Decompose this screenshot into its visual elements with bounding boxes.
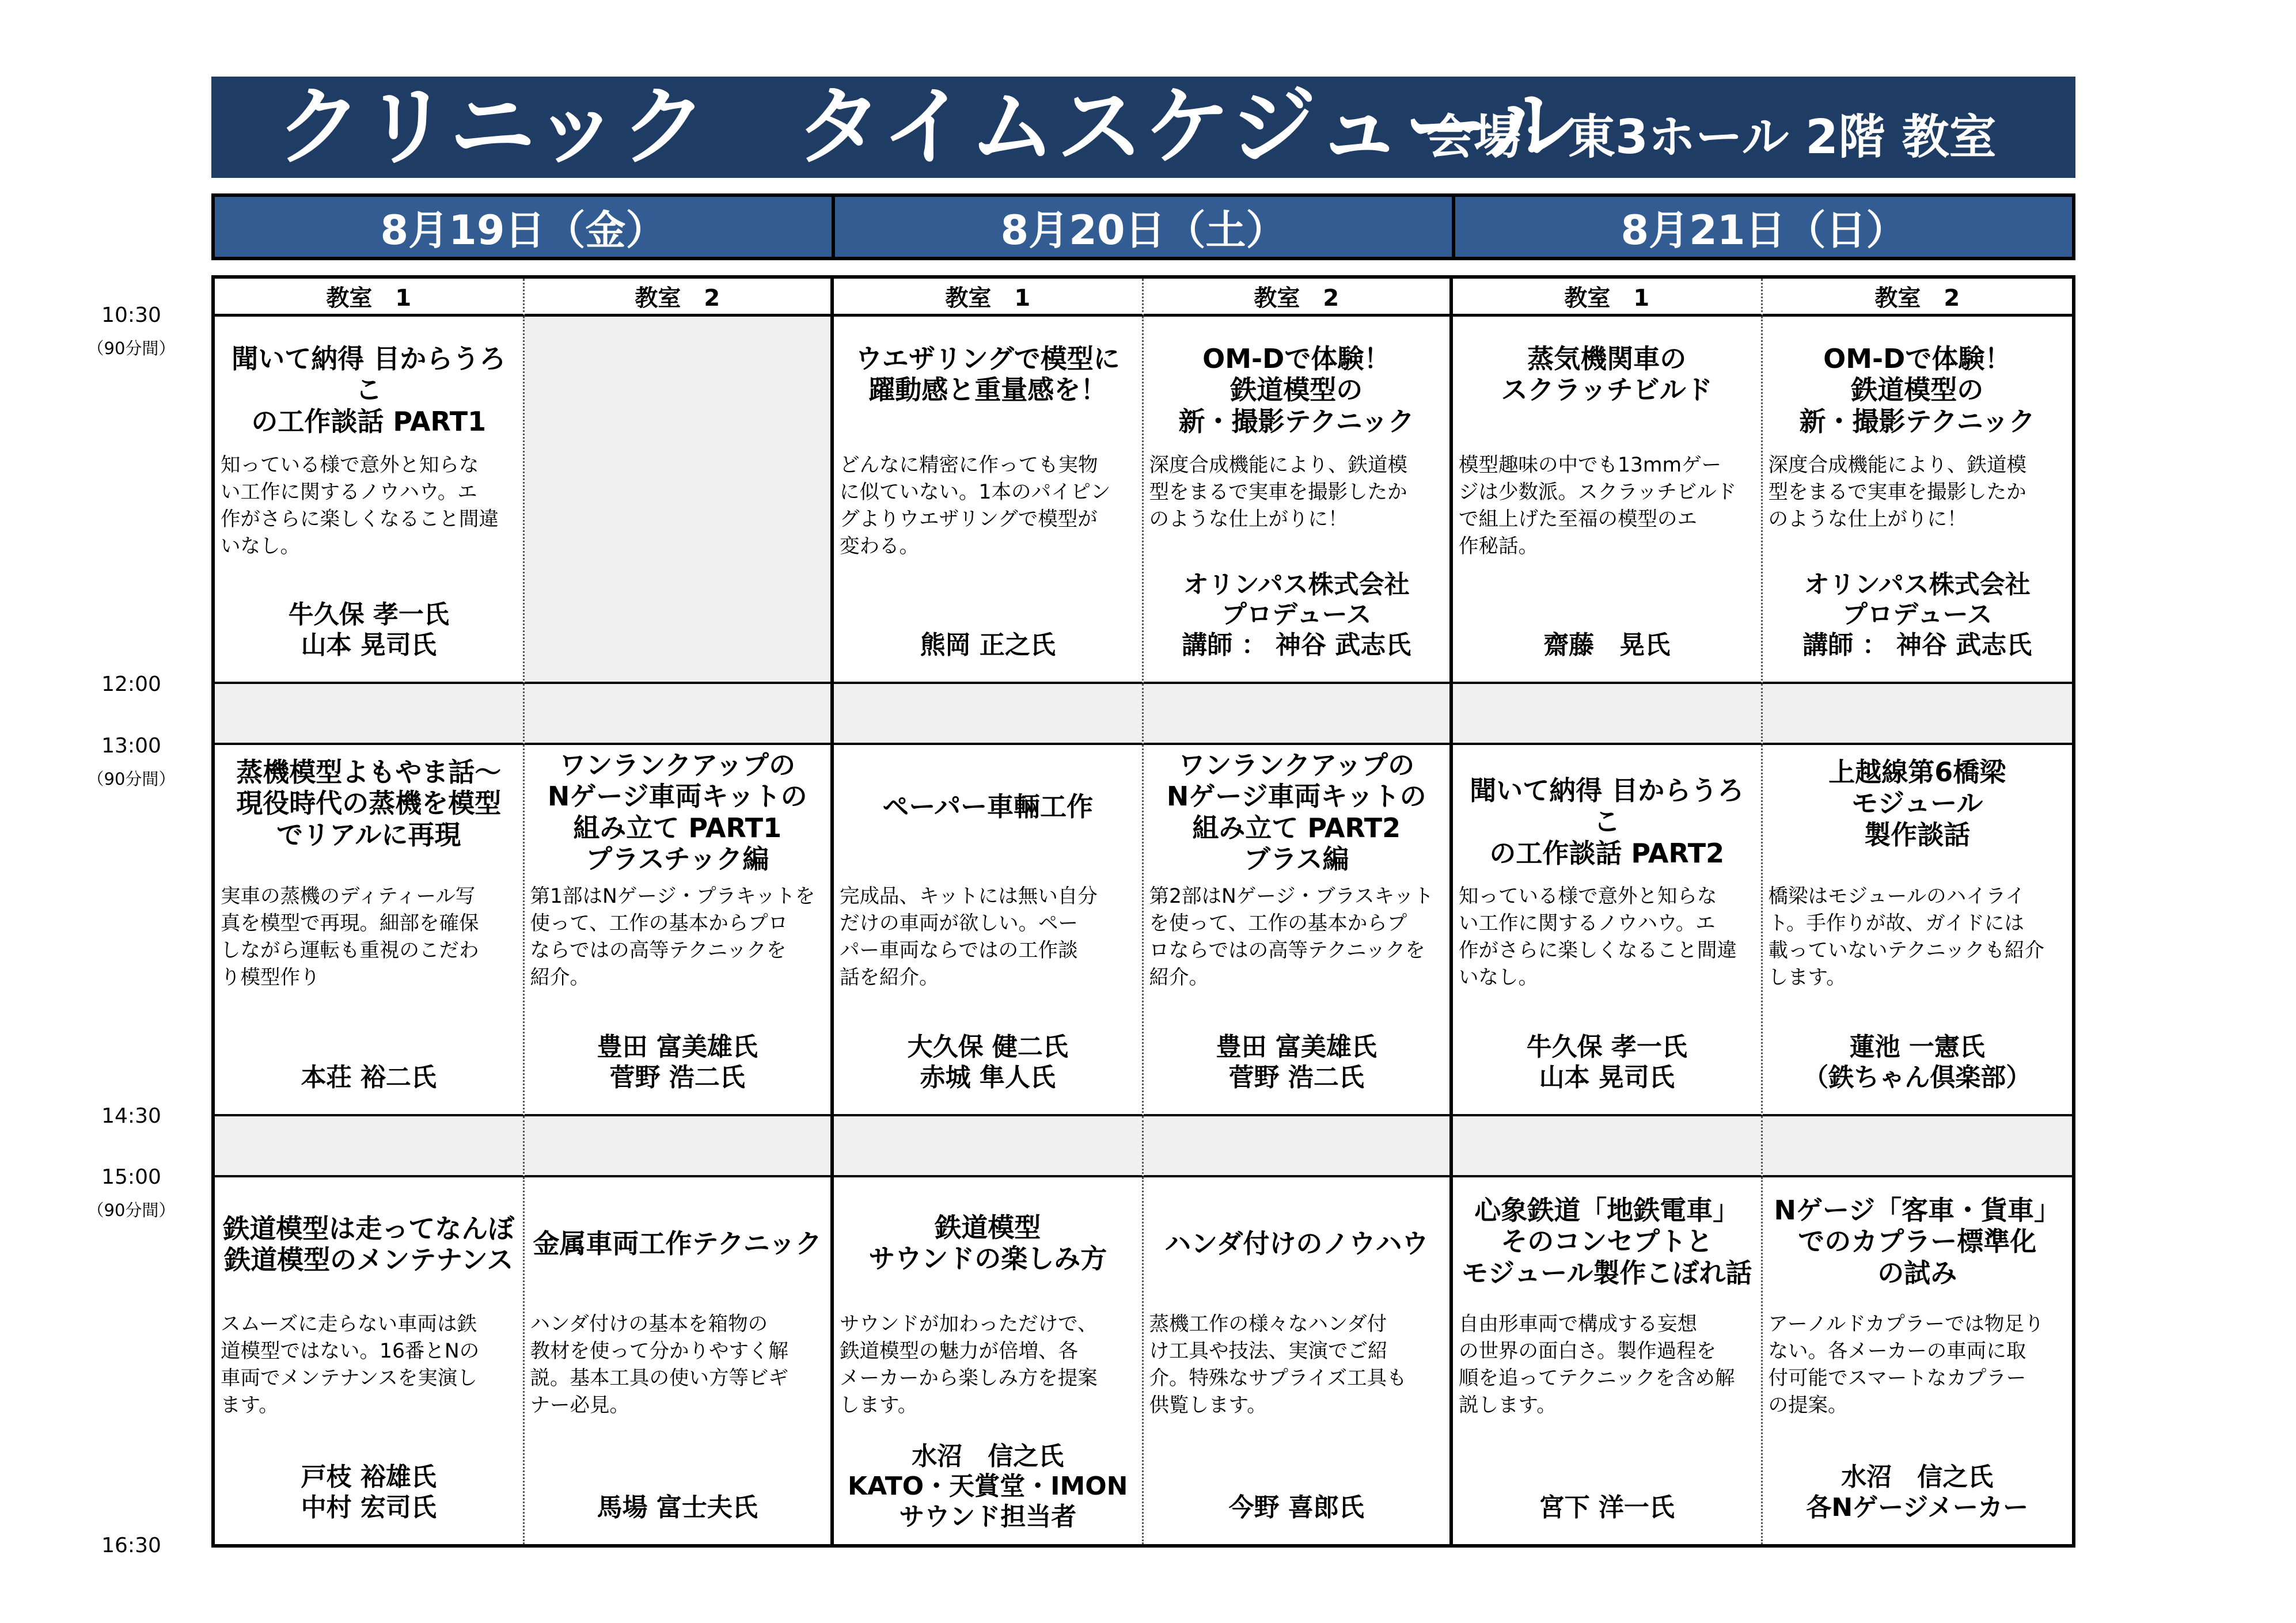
session-title: 蒸機模型よもやま話～ 現役時代の蒸機を模型 でリアルに再現 <box>236 757 502 850</box>
session-speaker: 大久保 健二氏 赤城 隼人氏 <box>907 1032 1068 1093</box>
session-title: 聞いて納得 目からうろこ の工作談話 PART2 <box>1470 775 1744 869</box>
session-speaker: 今野 喜郎氏 <box>1228 1493 1364 1523</box>
session-title: Nゲージ「客車・貨車」 でのカプラー標準化 の試み <box>1774 1195 2061 1288</box>
venue-label: 会場：東3ホール 2階 教室 <box>1426 110 1997 165</box>
session-description: どんなに精密に作っても実物 に似ていない。1本のパイピン グよりウエザリングで模型が 変わる。 <box>840 454 1111 558</box>
session-speaker: オリンパス株式会社 プロデュース 講師 ： 神谷 武志氏 <box>1182 569 1411 660</box>
session-cell <box>1144 745 1453 1116</box>
session-cell <box>834 745 1144 1116</box>
session-title: 聞いて納得 目からうろこ の工作談話 PART1 <box>232 343 506 437</box>
session-cell <box>1144 317 1453 684</box>
time-label-1030: 10:30 <box>101 303 161 327</box>
duration-label: （90分間） <box>87 1200 176 1220</box>
break-cell <box>1763 1116 2073 1177</box>
schedule-table <box>211 275 2075 1548</box>
session-cell-empty <box>525 317 834 684</box>
session-cell <box>215 745 525 1116</box>
session-description: 第2部はNゲージ・ブラスキット を使って、工作の基本からプ ロならではの高等テクニックを 紹介。 <box>1149 885 1434 989</box>
session-speaker: 豊田 富美雄氏 菅野 浩二氏 <box>597 1032 758 1093</box>
break-cell <box>834 1116 1144 1177</box>
session-description: アーノルドカプラーでは物足り ない。各メーカーの車両に取 付可能でスマートなカプラー の提案。 <box>1768 1313 2044 1417</box>
session-description: 橋梁はモジュールのハイライ ト。手作りが故、ガイドには 載っていないテクニックも紹介 します。 <box>1768 885 2045 989</box>
session-cell <box>834 1177 1144 1544</box>
time-label-1500: 15:00 <box>101 1165 161 1189</box>
day-header-row <box>211 193 2075 260</box>
room-header: 教室 2 <box>1144 279 1453 317</box>
session-speaker: 熊岡 正之氏 <box>920 630 1056 660</box>
session-speaker: 豊田 富美雄氏 菅野 浩二氏 <box>1216 1032 1377 1093</box>
session-description: 実車の蒸機のディティール写 真を模型で再現。細部を確保 しながら運転も重視のこだわ り模型作り <box>221 885 479 989</box>
room-header: 教室 2 <box>1763 279 2073 317</box>
session-title: ペーパー車輛工作 <box>882 791 1094 822</box>
session-title: OM-Dで体験！ 鉄道模型の 新・撮影テクニック <box>1799 343 2035 437</box>
day-header-aug19: 8月19日（金） <box>215 197 835 257</box>
day-header-aug21: 8月21日（日） <box>1621 206 1907 254</box>
time-label-1300: 13:00 <box>101 734 161 758</box>
room-header: 教室 1 <box>215 279 525 317</box>
time-label-1430: 14:30 <box>101 1104 161 1128</box>
room-header: 教室 1 <box>834 279 1144 317</box>
session-cell <box>525 1177 834 1544</box>
time-label-1630: 16:30 <box>101 1534 161 1557</box>
break-cell <box>1453 1116 1763 1177</box>
day-header-aug20: 8月20日（土） <box>835 197 1455 257</box>
session-speaker: 水沼 信之氏 KATO・天賞堂・IMON サウンド担当者 <box>847 1441 1128 1532</box>
session-speaker: 齋藤 晃氏 <box>1543 630 1671 660</box>
session-description: サウンドが加わっただけで、 鉄道模型の魅力が倍増、各 メーカーから楽しみ方を提案 します。 <box>840 1313 1098 1417</box>
session-title: 鉄道模型 サウンドの楽しみ方 <box>868 1212 1107 1275</box>
session-cell <box>1763 745 2073 1116</box>
session-description: 自由形車両で構成する妄想 の世界の面白さ。製作過程を 順を追ってテクニックを含め解 説します。 <box>1459 1313 1735 1417</box>
session-title: 上越線第6橋梁 モジュール 製作談話 <box>1828 757 2006 850</box>
session-speaker: 本荘 裕二氏 <box>301 1063 437 1093</box>
session-speaker: 蓮池 一憲氏 （鉄ちゃん倶楽部） <box>1803 1032 2032 1093</box>
break-cell <box>834 684 1144 745</box>
break-cell <box>1144 1116 1453 1177</box>
session-cell <box>1453 1177 1763 1544</box>
break-cell <box>215 684 525 745</box>
session-cell <box>1144 1177 1453 1544</box>
session-description: 模型趣味の中でも13mmゲー ジは少数派。スクラッチビルド で組上げた至福の模型のエ 作秘話。 <box>1459 454 1737 558</box>
break-cell <box>1144 684 1453 745</box>
session-speaker: オリンパス株式会社 プロデュース 講師 ： 神谷 武志氏 <box>1802 569 2032 660</box>
session-title: ワンランクアップの Nゲージ車両キットの 組み立て PART1 プラスチック編 <box>547 750 807 875</box>
session-cell <box>215 1177 525 1544</box>
session-speaker: 戸枝 裕雄氏 中村 宏司氏 <box>301 1462 437 1523</box>
session-cell <box>1763 317 2073 684</box>
room-header: 教室 2 <box>525 279 834 317</box>
break-cell <box>525 1116 834 1177</box>
session-description: 知っている様で意外と知らな い工作に関するノウハウ。エ 作がさらに楽しくなること間違 いなし。 <box>1459 885 1737 989</box>
session-title: 金属車両工作テクニック <box>533 1228 822 1259</box>
session-description: 深度合成機能により、鉄道模 型をまるで実車を撮影したか のような仕上がりに！ <box>1149 454 1407 531</box>
break-cell <box>1453 684 1763 745</box>
title-banner <box>211 77 2075 178</box>
session-title: ウエザリングで模型に 躍動感と重量感を！ <box>855 343 1120 406</box>
session-speaker: 宮下 洋一氏 <box>1539 1493 1675 1523</box>
session-description: ハンダ付けの基本を箱物の 教材を使って分かりやすく解 説。基本工具の使い方等ビギ ナー必見。 <box>530 1313 788 1417</box>
break-cell <box>1763 684 2073 745</box>
session-speaker: 馬場 富士夫氏 <box>597 1493 758 1523</box>
session-cell <box>834 317 1144 684</box>
session-title: 蒸気機関車の スクラッチビルド <box>1501 343 1713 406</box>
session-cell <box>1453 317 1763 684</box>
session-title: ワンランクアップの Nゲージ車両キットの 組み立て PART2 ブラス編 <box>1166 750 1426 875</box>
duration-label: （90分間） <box>87 339 176 358</box>
time-label-1200: 12:00 <box>101 672 161 696</box>
session-title: ハンダ付けのノウハウ <box>1164 1228 1429 1259</box>
session-description: 第1部はNゲージ・プラキットを 使って、工作の基本からプロ ならではの高等テクニックを 紹介。 <box>530 885 815 989</box>
session-cell <box>1763 1177 2073 1544</box>
session-description: 蒸機工作の様々なハンダ付 け工具や技法、実演でご紹 介。特殊なサプライズ工具も 供覧します。 <box>1149 1313 1407 1417</box>
session-description: 深度合成機能により、鉄道模 型をまるで実車を撮影したか のような仕上がりに！ <box>1768 454 2026 531</box>
session-description: 完成品、キットには無い自分 だけの車両が欲しい。ペー パー車両ならではの工作談 話を紹介。 <box>840 885 1098 989</box>
session-title: 心象鉄道「地鉄電車」 そのコンセプトと モジュール製作こぼれ話 <box>1462 1195 1752 1288</box>
session-cell <box>525 745 834 1116</box>
page-title: クリニック タイムスケジュール <box>276 77 1577 177</box>
break-cell <box>525 684 834 745</box>
session-title: 鉄道模型は走ってなんぼ 鉄道模型のメンテナンス <box>223 1213 515 1276</box>
break-cell <box>215 1116 525 1177</box>
session-cell <box>1453 745 1763 1116</box>
session-title: OM-Dで体験！ 鉄道模型の 新・撮影テクニック <box>1178 343 1414 437</box>
session-description: 知っている様で意外と知らな い工作に関するノウハウ。エ 作がさらに楽しくなること間違 いなし。 <box>221 454 499 558</box>
session-speaker: 水沼 信之氏 各Nゲージメーカー <box>1806 1462 2029 1523</box>
session-speaker: 牛久保 孝一氏 山本 晃司氏 <box>288 600 449 660</box>
session-cell <box>215 317 525 684</box>
room-header: 教室 1 <box>1453 279 1763 317</box>
duration-label: （90分間） <box>87 769 176 789</box>
session-speaker: 牛久保 孝一氏 山本 晃司氏 <box>1526 1032 1687 1093</box>
session-description: スムーズに走らない車両は鉄 道模型ではない。16番とNの 車両でメンテナンスを実演し ます。 <box>221 1313 480 1417</box>
